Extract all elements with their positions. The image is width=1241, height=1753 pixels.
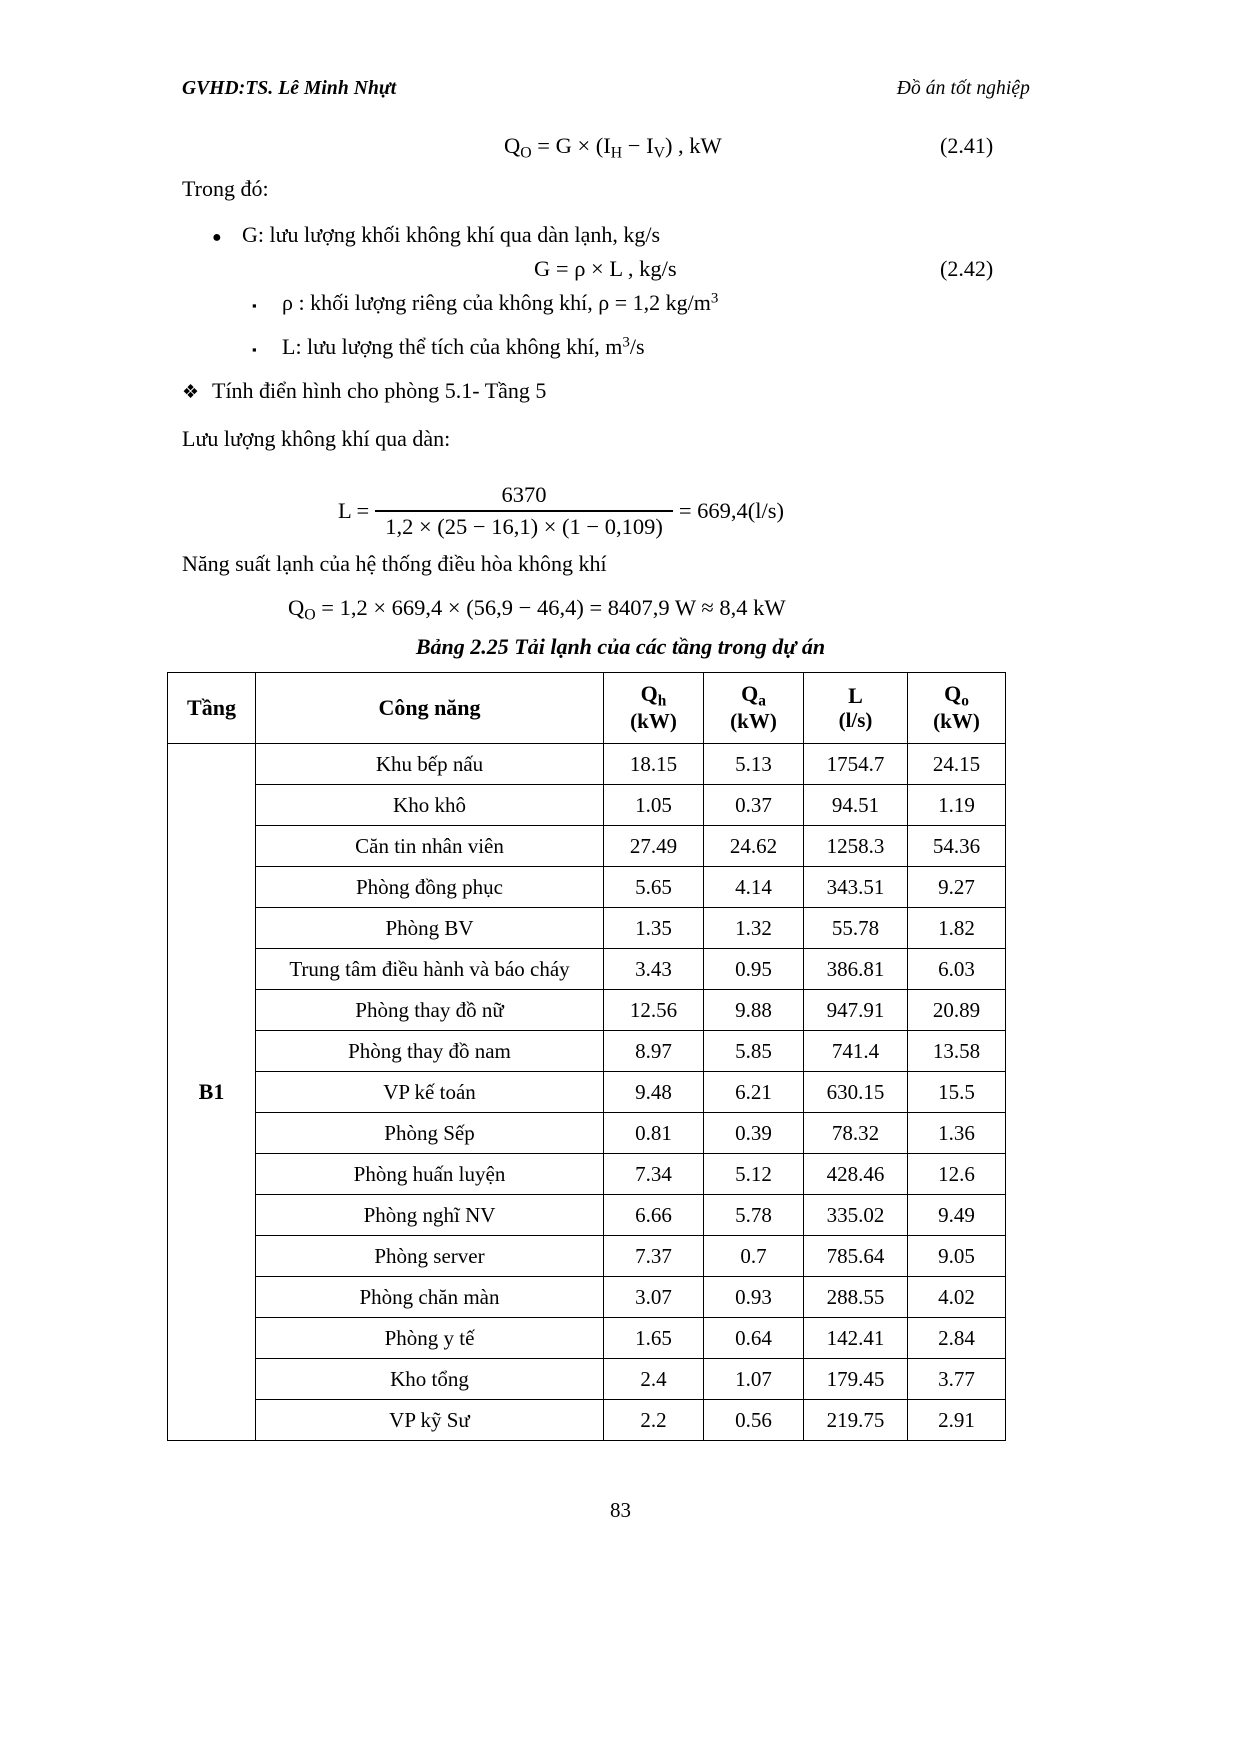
cell-qo: 54.36 [908,826,1006,867]
rho-unit-exponent: 3 [710,290,719,307]
cell-l: 219.75 [804,1400,908,1441]
equation-number-2-42: (2.42) [940,256,994,281]
cell-qo: 15.5 [908,1072,1006,1113]
col-header-congnang [256,673,604,744]
eq241-rhs: = G × (I [531,133,611,158]
table-row [168,1277,1006,1318]
cell-qa: 24.62 [704,826,804,867]
cell-qo: 24.15 [908,744,1006,785]
cell-function: Phòng thay đồ nữ [256,990,604,1031]
cell-qh: 3.43 [604,949,704,990]
cell-l: 1754.7 [804,744,908,785]
cell-function: Kho khô [256,785,604,826]
trong-do-label: Trong đó: [182,176,269,201]
bullet-rho-text: ρ : khối lượng riêng của không khí, ρ = 1,2 $kg/m^3$ [282,290,719,315]
square-bullet-icon: ▪ [252,342,257,357]
square-bullet-icon: ▪ [252,298,257,313]
cell-qa: 0.37 [704,785,804,826]
cell-qa: 0.56 [704,1400,804,1441]
cell-function: Phòng chăn màn [256,1277,604,1318]
cell-function: VP kỹ Sư [256,1400,604,1441]
fraction-numerator: 6370 [501,482,547,507]
col-header-tang [168,673,256,744]
cell-function: Trung tâm điều hành và báo cháy [256,949,604,990]
cell-function: Căn tin nhân viên [256,826,604,867]
cell-qh: 3.07 [604,1277,704,1318]
cell-qo: 6.03 [908,949,1006,990]
bullet-item-example [182,378,546,404]
table-row [168,990,1006,1031]
col-header-qa-symbol: Q [741,681,759,707]
cell-qa: 0.95 [704,949,804,990]
cell-qa: 4.14 [704,867,804,908]
table-row [168,1031,1006,1072]
cell-function: Kho tổng [256,1359,604,1400]
col-header-qh-subscript: h [657,692,667,710]
cell-qa: 0.7 [704,1236,804,1277]
bullet-item-L [252,334,645,360]
bullet-item-G [212,222,660,248]
cell-qo: 9.05 [908,1236,1006,1277]
cell-qh: 5.65 [604,867,704,908]
table-row [168,744,1006,785]
equation-2-41 [504,133,722,162]
cell-qo: 1.36 [908,1113,1006,1154]
floor-label-cell: B1 [168,744,256,1441]
cell-qo: 3.77 [908,1359,1006,1400]
table-row [168,826,1006,867]
cell-function: Phòng đồng phục [256,867,604,908]
equation-qo-computed [288,595,786,624]
bullet-item-rho [252,290,718,316]
header-supervisor: GVHD:TS. Lê Minh Nhựt [182,78,397,99]
cell-function: Phòng y tế [256,1318,604,1359]
cell-l: 785.64 [804,1236,908,1277]
table-row [168,1236,1006,1277]
cell-qh: 8.97 [604,1031,704,1072]
cell-l: 947.91 [804,990,908,1031]
table-caption: Bảng 2.25 Tải lạnh của các tầng trong dự án [415,634,826,659]
header-doctype: Đồ án tốt nghiệp [896,78,1030,99]
col-header-qo-symbol: Q [944,681,962,707]
cell-function: Phòng huấn luyện [256,1154,604,1195]
diamond-bullet-icon: ❖ [182,382,200,403]
table-body [168,744,1006,1441]
eq241-sub-o: O [520,144,532,162]
cell-l: 428.46 [804,1154,908,1195]
table-row [168,1318,1006,1359]
cell-qa: 5.85 [704,1031,804,1072]
cooling-capacity-text: Năng suất lạnh của hệ thống điều hòa không khí [182,551,607,576]
cell-l: 55.78 [804,908,908,949]
col-header-l-symbol: L [848,682,863,708]
col-header-qh-symbol: Q [640,681,658,707]
table-row [168,1195,1006,1236]
cell-qh: 1.05 [604,785,704,826]
cell-l: 78.32 [804,1113,908,1154]
cell-function: VP kế toán [256,1072,604,1113]
col-header-qa-unit: (kW) [730,709,777,734]
col-header-tang-label: Tầng [187,694,236,720]
equation-number-2-41: (2.41) [940,133,994,158]
fraction-result: = 669,4(l/s) [678,498,785,523]
col-header-qh [604,673,704,744]
cell-qh: 27.49 [604,826,704,867]
airflow-intro-text: Lưu lượng không khí qua dàn: [182,426,451,451]
cell-qo: 9.49 [908,1195,1006,1236]
col-header-qa [704,673,804,744]
col-header-congnang-label: Công năng [378,694,481,720]
cell-qa: 9.88 [704,990,804,1031]
cell-qo: 13.58 [908,1031,1006,1072]
cell-l: 343.51 [804,867,908,908]
cell-function: Khu bếp nấu [256,744,604,785]
L-unit-exponent: 3 [622,334,630,351]
cell-function: Phòng nghĩ NV [256,1195,604,1236]
cell-qh: 6.66 [604,1195,704,1236]
equation-L-fraction [338,482,784,540]
disc-bullet-icon: ● [212,229,222,246]
cell-l: 741.4 [804,1031,908,1072]
col-header-qa-subscript: a [758,692,766,710]
cell-qh: 7.34 [604,1154,704,1195]
table-row [168,949,1006,990]
cell-l: 288.55 [804,1277,908,1318]
eq241-mid: − I [622,133,654,158]
cell-qa: 0.39 [704,1113,804,1154]
eq241-q: Q [504,133,521,158]
eqqo-sub-o: O [304,606,316,624]
eqqo-rhs: = 1,2 × 669,4 × (56,9 − 46,4) = 8407,9 W ≈ 8,4 kW [315,595,786,620]
cell-function: Phòng BV [256,908,604,949]
table-row [168,908,1006,949]
cell-function: Phòng thay đồ nam [256,1031,604,1072]
table-header-row [168,673,1006,744]
load-table-wrapper [167,672,1005,1441]
cell-qh: 12.56 [604,990,704,1031]
col-header-qh-unit: (kW) [630,709,677,734]
example-heading-text: Tính điển hình cho phòng 5.1- Tầng 5 [212,378,547,403]
cell-l: 94.51 [804,785,908,826]
fraction-lhs: L = [338,498,370,523]
eq241-sub-v: V [653,144,665,162]
cell-qa: 6.21 [704,1072,804,1113]
eqqo-q: Q [288,595,305,620]
table-row [168,1113,1006,1154]
cell-qh: 0.81 [604,1113,704,1154]
cell-l: 630.15 [804,1072,908,1113]
col-header-l-unit: (l/s) [838,707,873,732]
cell-qo: 9.27 [908,867,1006,908]
cell-qa: 0.64 [704,1318,804,1359]
col-header-qo-subscript: o [961,692,969,710]
cell-function: Phòng server [256,1236,604,1277]
load-table [167,672,1006,1441]
running-header [182,78,1030,100]
table-header [168,673,1006,744]
col-header-qo-unit: (kW) [933,709,980,734]
bullet-L-text: L: lưu lượng thể tích của không khí, $m^3/s$ [282,334,645,359]
cell-qa: 5.12 [704,1154,804,1195]
bullet-G-text: G: lưu lượng khối không khí qua dàn lạnh, kg/s [242,222,661,247]
cell-qh: 1.35 [604,908,704,949]
cell-l: 335.02 [804,1195,908,1236]
cell-qo: 2.84 [908,1318,1006,1359]
fraction [375,482,673,540]
cell-l: 179.45 [804,1359,908,1400]
table-row [168,785,1006,826]
cell-qa: 5.78 [704,1195,804,1236]
eq241-sub-h: H [610,144,623,162]
table-row [168,1154,1006,1195]
cell-qo: 12.6 [908,1154,1006,1195]
equation-2-42: G = ρ × L , kg/s [534,256,677,281]
table-row [168,1400,1006,1441]
page-number: 83 [610,1498,631,1522]
cell-qa: 5.13 [704,744,804,785]
cell-qo: 2.91 [908,1400,1006,1441]
cell-qh: 9.48 [604,1072,704,1113]
cell-l: 142.41 [804,1318,908,1359]
cell-l: 386.81 [804,949,908,990]
cell-qo: 20.89 [908,990,1006,1031]
cell-qh: 2.2 [604,1400,704,1441]
col-header-l [804,673,908,744]
col-header-qo [908,673,1006,744]
table-row [168,1359,1006,1400]
fraction-denominator: 1,2 × (25 − 16,1) × (1 − 0,109) [375,510,673,540]
cell-qh: 7.37 [604,1236,704,1277]
cell-function: Phòng Sếp [256,1113,604,1154]
cell-l: 1258.3 [804,826,908,867]
cell-qa: 1.32 [704,908,804,949]
table-row [168,1072,1006,1113]
cell-qh: 18.15 [604,744,704,785]
cell-qo: 1.19 [908,785,1006,826]
cell-qa: 1.07 [704,1359,804,1400]
cell-qh: 1.65 [604,1318,704,1359]
cell-qo: 1.82 [908,908,1006,949]
cell-qo: 4.02 [908,1277,1006,1318]
table-row [168,867,1006,908]
cell-qa: 0.93 [704,1277,804,1318]
eq241-tail: ) , kW [664,133,722,158]
cell-qh: 2.4 [604,1359,704,1400]
